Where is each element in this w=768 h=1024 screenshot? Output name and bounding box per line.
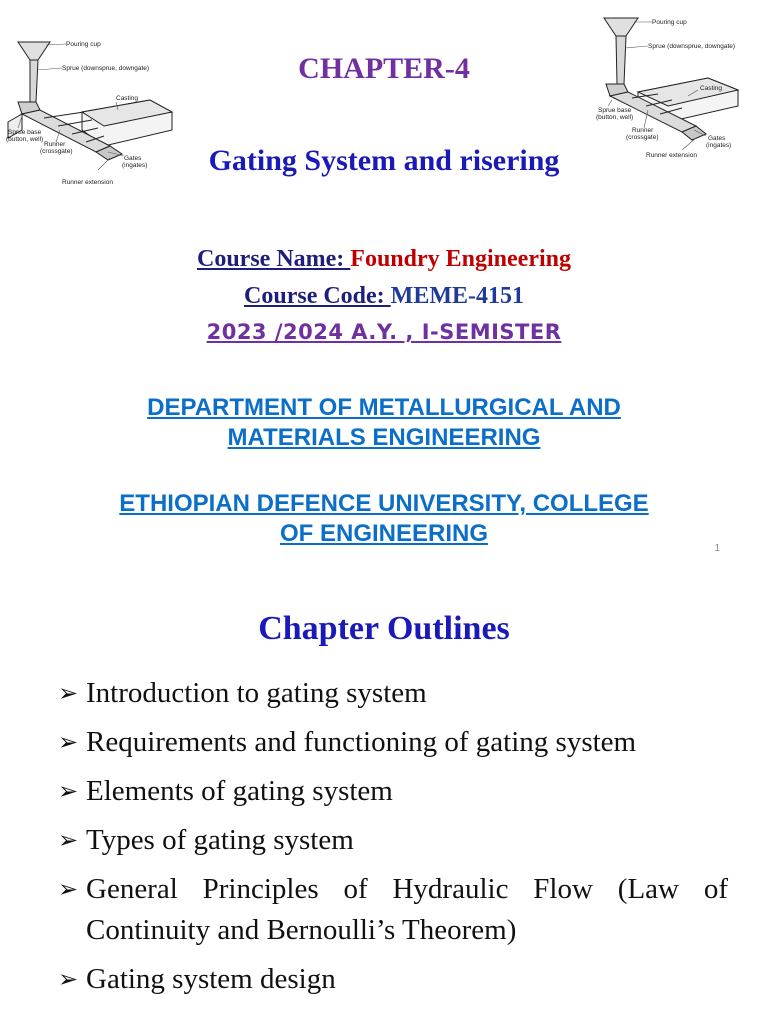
label-pouring-cup-right: Pouring cup xyxy=(652,19,687,26)
list-item: ➢ Introduction to gating system xyxy=(86,673,728,714)
label-gates: Gates xyxy=(124,155,142,162)
gating-system-figure-right xyxy=(588,12,768,162)
label-runner: Runner xyxy=(44,141,66,148)
list-item: ➢ General Principles of Hydraulic Flow (Law of Continuity and Bernoulli’s Theorem) xyxy=(86,869,728,951)
arrow-bullet-icon: ➢ xyxy=(58,679,79,707)
course-name-line xyxy=(0,246,768,273)
outline-title: Chapter Outlines xyxy=(258,610,510,647)
outline-slide xyxy=(0,565,768,1024)
label-runner-extension: Runner extension xyxy=(62,179,113,186)
label-sprue-right: Sprue (downsprue, downgate) xyxy=(648,43,736,50)
academic-year: 2023 /2024 A.Y. , I-SEMISTER xyxy=(206,320,562,344)
label-sprue-base-sub-right: (button, well) xyxy=(596,114,634,121)
label-sprue-base-right: Sprue base xyxy=(598,107,632,114)
slide-title: Gating System and risering xyxy=(208,144,560,177)
course-code-line xyxy=(0,283,768,310)
list-item: ➢ Types of gating system xyxy=(86,820,728,861)
label-gates-sub-right: (ingates) xyxy=(706,142,732,149)
university-line-2: OF ENGINEERING xyxy=(279,520,489,547)
list-item: ➢ Gating system design xyxy=(86,959,728,1000)
label-casting: Casting xyxy=(116,95,139,102)
course-code-label: Course Code: xyxy=(244,283,391,309)
label-gates-sub: (ingates) xyxy=(122,162,148,169)
label-sprue-base-sub: (button, well) xyxy=(6,136,44,143)
arrow-bullet-icon: ➢ xyxy=(58,875,79,903)
list-item: ➢ Requirements and functioning of gating system xyxy=(86,722,728,763)
page-number: 1 xyxy=(714,543,720,554)
label-sprue: Sprue (downsprue, downgate) xyxy=(62,65,150,72)
list-item: ➢ Elements of gating system xyxy=(86,771,728,812)
department-line-1: DEPARTMENT OF METALLURGICAL AND xyxy=(147,394,621,421)
course-name-value: Foundry Engineering xyxy=(350,246,571,272)
course-code-value: MEME-4151 xyxy=(390,283,524,309)
course-name-label: Course Name: xyxy=(197,246,351,272)
outline-list xyxy=(58,673,728,1008)
arrow-bullet-icon: ➢ xyxy=(58,826,79,854)
university-name xyxy=(0,489,768,549)
university-line-1: ETHIOPIAN DEFENCE UNIVERSITY, COLLEGE xyxy=(119,490,649,517)
label-gates-right: Gates xyxy=(708,135,726,142)
label-runner-sub-right: (crossgate) xyxy=(626,134,659,141)
label-pouring-cup: Pouring cup xyxy=(66,41,101,48)
label-runner-extension-right: Runner extension xyxy=(646,152,697,159)
department-name xyxy=(0,393,768,453)
label-casting-right: Casting xyxy=(700,85,723,92)
arrow-bullet-icon: ➢ xyxy=(58,777,79,805)
arrow-bullet-icon: ➢ xyxy=(58,728,79,756)
label-sprue-base: Sprue base xyxy=(8,129,42,136)
label-runner-sub: (crossgate) xyxy=(40,148,73,155)
chapter-heading: CHAPTER-4 xyxy=(298,52,470,85)
arrow-bullet-icon: ➢ xyxy=(58,965,79,993)
label-runner-right: Runner xyxy=(632,127,654,134)
department-line-2: MATERIALS ENGINEERING xyxy=(227,424,541,451)
